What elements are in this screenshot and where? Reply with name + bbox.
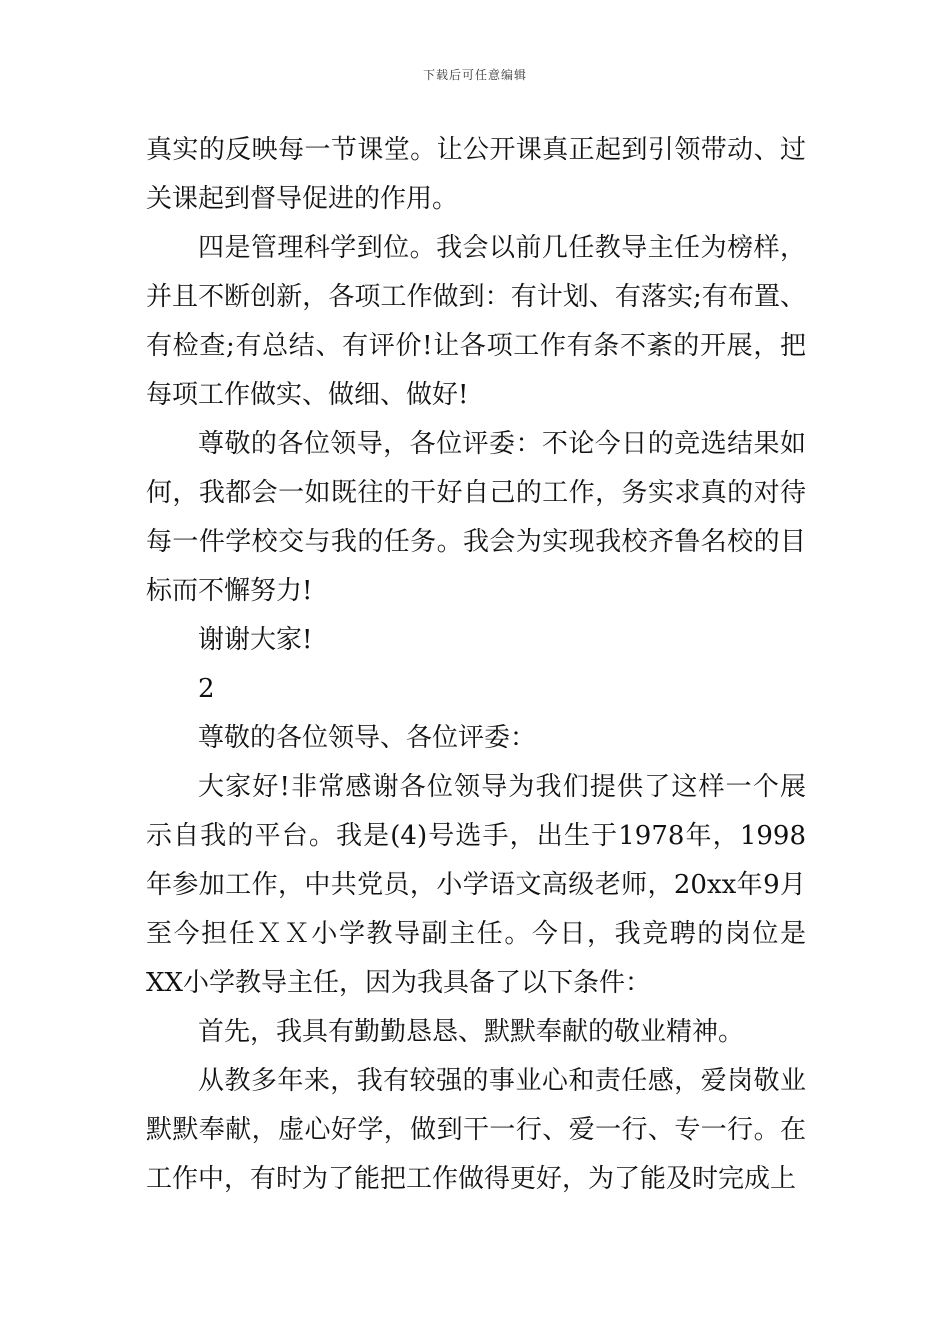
paragraph: 尊敬的各位领导，各位评委：不论今日的竞选结果如何，我都会一如既往的干好自己的工作，务实求真的对待每一件学校交与我的任务。我会为实现我校齐鲁名校的目标而不懈努力! — [146, 429, 806, 606]
paragraph: 谢谢大家! — [198, 625, 313, 655]
paragraph: 真实的反映每一节课堂。让公开课真正起到引领带动、过关课起到督导促进的作用。 — [146, 135, 806, 214]
salutation: 尊敬的各位领导、各位评委： — [198, 723, 537, 753]
paragraph: 大家好!非常感谢各位领导为我们提供了这样一个展示自我的平台。我是(4)号选手，出生于1978年，1998年参加工作，中共党员，小学语文高级老师，20xx年9月至今担任ＸＸ小学教导副主任。今日，我竞聘的岗位是XX小学教导主任，因为我具备了以下条件： — [146, 772, 806, 998]
paragraph: 从教多年来，我有较强的事业心和责任感，爱岗敬业默默奉献，虚心好学，做到干一行、爱一行、专一行。在工作中，有时为了能把工作做得更好，为了能及时完成上 — [146, 1066, 806, 1194]
document-body — [146, 126, 806, 1204]
section-number: 2 — [198, 674, 215, 704]
paragraph: 首先，我具有勤勤恳恳、默默奉献的敬业精神。 — [198, 1017, 745, 1047]
page-header: 下载后可任意编辑 — [422, 68, 527, 82]
paragraph: 四是管理科学到位。我会以前几任教导主任为榜样，并且不断创新，各项工作做到：有计划、有落实;有布置、有检查;有总结、有评价!让各项工作有条不紊的开展，把每项工作做实、做细、做好! — [146, 233, 806, 410]
